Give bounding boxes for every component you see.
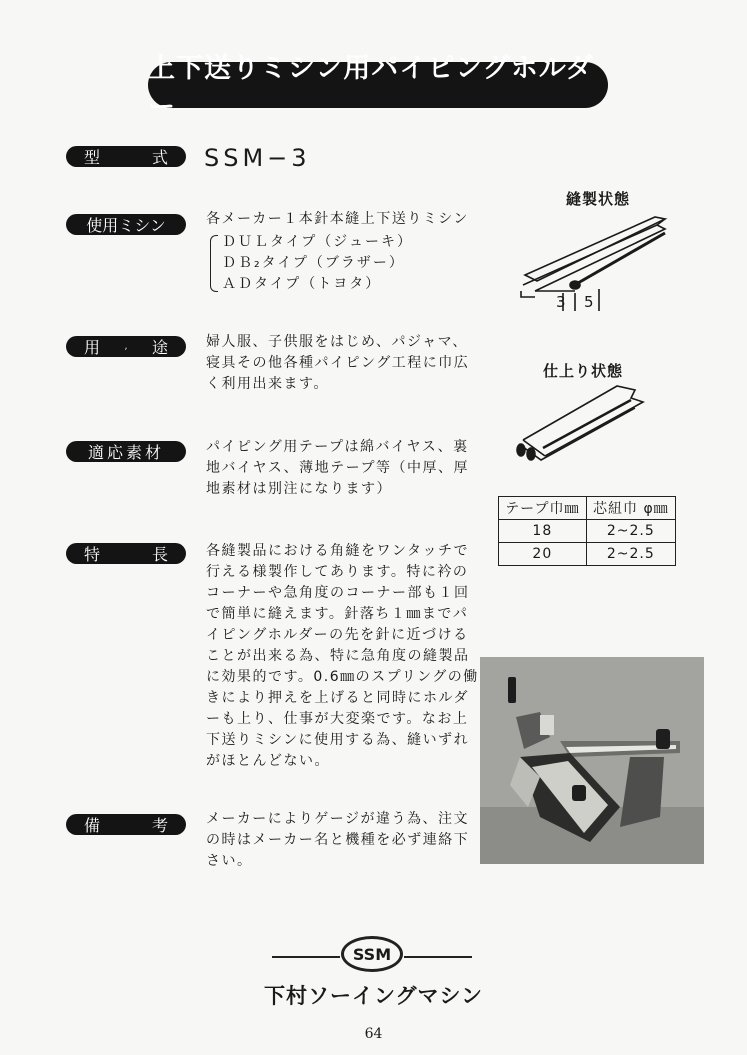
table-cell: 2~2.5 [586,520,675,543]
label-machine: 使用ミシン [66,214,186,235]
features-line: で簡単に縫えます。針落ち１㎜までパ [206,606,469,622]
dimension-5: 5 [584,293,594,311]
label-features-right: 長 [151,545,168,564]
footer-rule-right [404,956,472,958]
table-cell: 18 [499,520,587,543]
label-features-left: 特 [84,545,101,564]
features-line: きにより押えを上げると同時にホルダ [206,690,469,706]
notes-line: メーカーによりゲージが違う為、注文 [206,811,469,827]
features-line: がほとんどない。 [206,753,330,769]
model-value: SSM−3 [204,144,311,172]
finished-state-diagram [505,378,655,468]
material-line: 地素材は別注になります） [206,481,392,497]
machine-intro: 各メーカー１本針本縫上下送りミシン [206,211,469,227]
features-line: 下送りミシンに使用する為、縫いずれ [206,732,470,748]
features-line: イピングホルダーの先を針に近づける [206,627,469,643]
usage-line: 婦人服、子供服をはじめ、パジャマ、 [206,334,468,350]
label-usage-left: 用 [84,338,101,357]
label-notes-right: 考 [151,816,168,835]
label-notes [66,814,186,835]
features-line: ーも上り、仕事が大変楽です。なお上 [206,711,469,727]
label-usage: 用 , 途 [66,336,186,357]
usage-line: く利用出来ます。 [206,376,329,392]
sewn-state-label: 縫製状態 [566,190,631,208]
features-text [206,541,479,772]
material-line: パイピング用テープは綿バイヤス、裏 [206,439,469,455]
company-name: 下村ソーイングマシン [263,984,484,1008]
dimension-3: 3 [556,293,566,311]
features-line: ことが出来る為、特に急角度の縫製品 [206,648,470,664]
notes-text [206,809,469,872]
page-title: 上下送りミシン用パイピングホルダー [148,62,608,108]
label-notes-left: 備 [84,816,101,835]
table-header: テープ巾㎜ [499,497,587,520]
material-line: 地バイヤス、薄地テープ等（中厚、厚 [206,460,469,476]
ssm-logo: SSM [341,936,403,972]
page-number: 64 [364,1026,383,1042]
label-model-right: 式 [151,148,168,167]
machine-item: ＡＤタイプ（トヨタ） [222,276,382,292]
features-line: 行える様製作してあります。特に衿の [206,564,469,580]
table-cell: 2~2.5 [586,543,675,566]
table-header-row [499,497,676,520]
usage-text [206,332,469,395]
product-photo [480,657,704,864]
piping-holder-illustration [480,657,704,864]
features-line: 各縫製品における角縫をワンタッチで [206,543,469,559]
label-model [66,146,186,167]
features-line: に効果的です。0.6㎜のスプリングの働 [206,669,479,685]
finished-state-label: 仕上り状態 [543,362,624,380]
notes-line: の時はメーカー名と機種を必ず連絡下 [206,832,470,848]
footer-rule-left [272,956,340,958]
sewn-state-diagram [515,205,675,315]
material-text [206,437,469,500]
table-header: 芯紐巾 φ㎜ [586,497,675,520]
machine-item: ＤＢ₂タイプ（ブラザー） [222,255,405,271]
notes-line: さい。 [206,853,253,869]
label-features [66,543,186,564]
features-line: コーナーや急角度のコーナー部も１回 [206,585,470,601]
machine-item: ＤＵＬタイプ（ジューキ） [222,234,414,250]
label-model-left: 型 [84,148,101,167]
table-row [499,520,676,543]
spec-table [498,496,676,566]
table-cell: 20 [499,543,587,566]
label-material: 適応素材 [66,441,186,462]
machine-list [210,232,413,295]
label-usage-right: 途 [151,338,168,357]
usage-line: 寝具その他各種パイピング工程に巾広 [206,355,470,371]
table-row [499,543,676,566]
